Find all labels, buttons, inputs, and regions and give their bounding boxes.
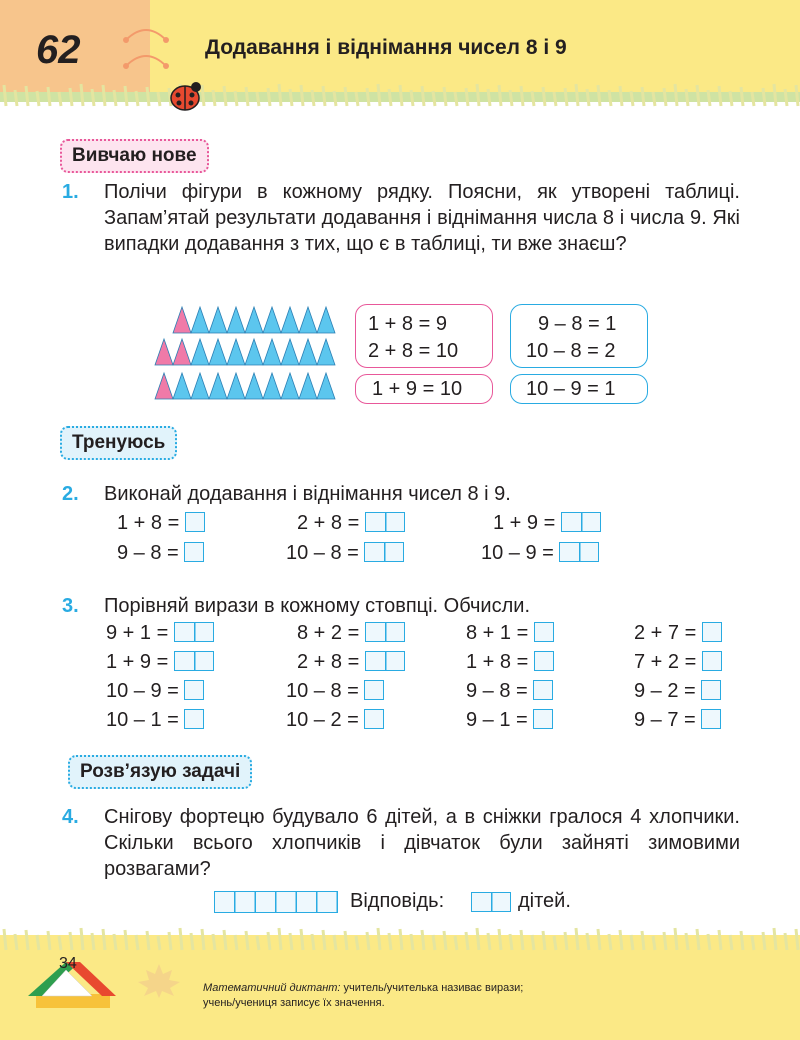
answer-label: Відповідь: (350, 890, 445, 912)
blue-triangle (263, 307, 281, 333)
answer-box[interactable] (702, 622, 722, 642)
page-number: 34 (59, 955, 77, 972)
task-2-expression: 1 + 8 = (117, 512, 205, 535)
section-tag-solve: Розв’язую задачі (68, 755, 252, 789)
task-3-expression: 10 – 8 = (286, 680, 384, 703)
task-4-text: Снігову фортецю будувало 6 дітей, а в сніжки гралося 4 хлопчики. Скільки всього хлопчиків і дівчаток були зайняті зимовими розвагами? (104, 806, 740, 880)
blue-triangle (227, 307, 245, 333)
blue-triangle (245, 339, 263, 365)
blue-triangle (263, 373, 281, 399)
answer-box[interactable] (364, 709, 384, 729)
task-2-expression: 1 + 9 = (493, 512, 601, 535)
blue-triangle (299, 307, 317, 333)
answer-box[interactable] (184, 542, 204, 562)
blue-triangle (209, 307, 227, 333)
answer-box[interactable] (174, 651, 214, 671)
answer-unit: дітей. (518, 890, 571, 912)
lesson-number: 62 (36, 28, 81, 72)
answer-box[interactable] (561, 512, 601, 532)
blue-triangle (317, 307, 335, 333)
answer-box[interactable] (365, 512, 405, 532)
task-3-expression: 9 – 8 = (466, 680, 553, 703)
add-8-line-1: 1 + 8 = 9 (368, 313, 447, 335)
task-3-number: 3. (62, 595, 79, 617)
answer-box[interactable] (534, 651, 554, 671)
blue-triangle (209, 339, 227, 365)
blue-triangle (299, 339, 317, 365)
answer-box[interactable] (702, 651, 722, 671)
task-2-expression: 2 + 8 = (297, 512, 405, 535)
blue-triangle (227, 373, 245, 399)
add-8-line-2: 2 + 8 = 10 (368, 340, 459, 362)
answer-box[interactable] (559, 542, 599, 562)
footer-note: Математичний диктант: учитель/учителька називає вирази; учень/учениця записує їх значення. (203, 982, 524, 1009)
answer-box[interactable] (533, 709, 553, 729)
pink-triangle (173, 307, 191, 333)
answer-box[interactable] (701, 680, 721, 700)
answer-box[interactable] (184, 709, 204, 729)
answer-box[interactable] (364, 680, 384, 700)
answer-box[interactable] (533, 680, 553, 700)
task-2-expression: 10 – 8 = (286, 542, 404, 565)
maple-leaf-icon (132, 960, 186, 1000)
task-3-expression: 10 – 1 = (106, 709, 204, 732)
blue-triangle (281, 339, 299, 365)
task-3-expression: 1 + 9 = (106, 651, 214, 674)
top-grass-border (0, 80, 800, 112)
blue-triangle (173, 373, 191, 399)
task-3-expression: 8 + 1 = (466, 622, 554, 645)
bottom-grass-border (0, 924, 800, 956)
sub-9-line: 10 – 9 = 1 (526, 378, 616, 400)
blue-triangle (299, 373, 317, 399)
pink-triangle (173, 339, 191, 365)
section-tag-train: Тренуюсь (60, 426, 177, 460)
task-3-expression: 10 – 9 = (106, 680, 204, 703)
answer-box[interactable] (701, 709, 721, 729)
task-3-expression: 2 + 8 = (297, 651, 405, 674)
task-3-text: Порівняй вирази в кожному стовпці. Обчисли. (104, 595, 531, 617)
task-3-expression: 10 – 2 = (286, 709, 384, 732)
lesson-title: Додавання і віднімання чисел 8 і 9 (205, 36, 567, 59)
task-3-expression: 9 – 1 = (466, 709, 553, 732)
answer-box[interactable] (174, 622, 214, 642)
solution-boxes[interactable] (214, 891, 338, 913)
answer-box[interactable] (365, 622, 405, 642)
answer-box[interactable] (185, 512, 205, 532)
task-1-text: Полічи фігури в кожному рядку. Поясни, як утворені таблиці. Запам’ятай результати додавання і віднімання числа 8 і числа 9. Які випадки додавання з тих, що є в таблиці, ти вже знаєш? (104, 181, 740, 255)
ladybug-icon (165, 78, 205, 114)
task-2-expression: 10 – 9 = (481, 542, 599, 565)
task-4-number: 4. (62, 806, 79, 828)
blue-triangle (209, 373, 227, 399)
blue-triangle (245, 373, 263, 399)
pink-triangle (155, 373, 173, 399)
blue-triangle (317, 339, 335, 365)
task-1-number: 1. (62, 181, 79, 203)
sub-8-line-2: 10 – 8 = 2 (526, 340, 616, 362)
task-3-expression: 2 + 7 = (634, 622, 722, 645)
blue-triangle (245, 307, 263, 333)
answer-box[interactable] (364, 542, 404, 562)
answer-box[interactable] (534, 622, 554, 642)
task-3-expression: 9 – 2 = (634, 680, 721, 703)
blue-triangle (281, 373, 299, 399)
task-3-expression: 7 + 2 = (634, 651, 722, 674)
answer-box[interactable] (365, 651, 405, 671)
task-2-number: 2. (62, 483, 79, 505)
triangle-rows (145, 303, 345, 403)
section-tag-learn: Вивчаю нове (60, 139, 209, 173)
blue-triangle (281, 307, 299, 333)
blue-triangle (191, 373, 209, 399)
task-3-expression: 9 + 1 = (106, 622, 214, 645)
task-2-expression: 9 – 8 = (117, 542, 204, 565)
blue-triangle (191, 339, 209, 365)
task-3-expression: 8 + 2 = (297, 622, 405, 645)
blue-triangle (227, 339, 245, 365)
blue-triangle (317, 373, 335, 399)
blue-triangle (263, 339, 281, 365)
sub-8-line-1: 9 – 8 = 1 (538, 313, 617, 335)
blue-triangle (191, 307, 209, 333)
answer-box[interactable] (184, 680, 204, 700)
task-3-expression: 9 – 7 = (634, 709, 721, 732)
answer-box[interactable] (471, 892, 511, 912)
pink-triangle (155, 339, 173, 365)
task-2-text: Виконай додавання і віднімання чисел 8 і 9. (104, 483, 511, 505)
add-9-line: 1 + 9 = 10 (372, 378, 463, 400)
task-3-expression: 1 + 8 = (466, 651, 554, 674)
